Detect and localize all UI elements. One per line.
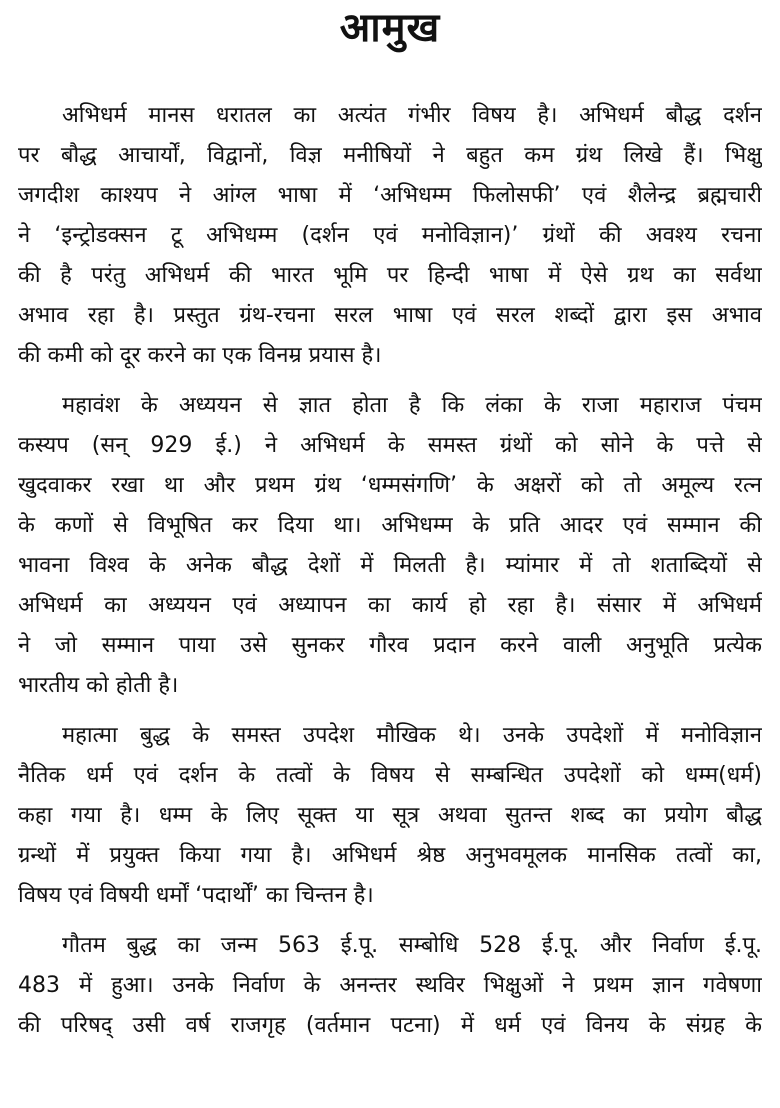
text-line: की कमी को दूर करने का एक विनम्र प्रयास है। — [18, 343, 382, 368]
text-line: अभाव रहा है। प्रस्तुत ग्रंथ-रचना सरल भाषा एवं सरल शब्दों द्वारा इस अभाव — [18, 303, 762, 328]
text-line: ने जो सम्मान पाया उसे सुनकर गौरव प्रदान करने वाली अनुभूति प्रत्येक — [18, 633, 762, 658]
text-line: पर बौद्ध आचार्यों, विद्वानों, विज्ञ मनीषियों ने बहुत कम ग्रंथ लिखे हैं। भिक्षु — [18, 143, 762, 168]
text-line: कहा गया है। धम्म के लिए सूक्त या सूत्र अथवा सुतन्त शब्द का प्रयोग बौद्ध — [18, 803, 762, 828]
text-line: जगदीश काश्यप ने आंग्ल भाषा में ‘अभिधम्म फिलोसफी’ एवं शैलेन्द्र ब्रह्मचारी — [18, 183, 762, 208]
text-line: की है परंतु अभिधर्म की भारत भूमि पर हिन्दी भाषा में ऐसे ग्रथ का सर्वथा — [18, 263, 762, 288]
text-line: ग्रन्थों में प्रयुक्त किया गया है। अभिधर्म श्रेष्ठ अनुभवमूलक मानसिक तत्वों का, — [18, 843, 762, 868]
page-title: आमुख — [339, 5, 441, 51]
body-text — [18, 96, 762, 1046]
text-line: ने ‘इन्ट्रोडक्सन टू अभिधम्म (दर्शन एवं मनोविज्ञान)’ ग्रंथों की अवश्य रचना — [18, 223, 762, 248]
text-line: खुदवाकर रखा था और प्रथम ग्रंथ ‘धम्मसंगणि’ के अक्षरों को तो अमूल्य रत्न — [18, 473, 762, 498]
text-line: महावंश के अध्ययन से ज्ञात होता है कि लंका के राजा महाराज पंचम — [62, 393, 762, 418]
paragraph — [18, 926, 762, 1046]
text-line: अभिधर्म का अध्ययन एवं अध्यापन का कार्य हो रहा है। संसार में अभिधर्म — [18, 593, 762, 618]
text-line: महात्मा बुद्ध के समस्त उपदेश मौखिक थे। उनके उपदेशों में मनोविज्ञान — [62, 723, 762, 748]
text-line: 483 में हुआ। उनके निर्वाण के अनन्तर स्थविर भिक्षुओं ने प्रथम ज्ञान गवेषणा — [18, 973, 762, 998]
text-line: के कणों से विभूषित कर दिया था। अभिधम्म के प्रति आदर एवं सम्मान की — [18, 513, 762, 538]
text-line: नैतिक धर्म एवं दर्शन के तत्वों के विषय से सम्बन्धित उपदेशों को धम्म(धर्म) — [18, 763, 762, 788]
text-line: गौतम बुद्ध का जन्म 563 ई.पू. सम्बोधि 528 ई.पू. और निर्वाण ई.पू. — [62, 933, 762, 958]
paragraph — [18, 386, 762, 706]
text-line: भावना विश्व के अनेक बौद्ध देशों में मिलती है। म्यांमार में तो शताब्दियों से — [18, 553, 762, 578]
text-line: अभिधर्म मानस धरातल का अत्यंत गंभीर विषय है। अभिधर्म बौद्ध दर्शन — [62, 103, 762, 128]
text-line: विषय एवं विषयी धर्मों ‘पदार्थों’ का चिन्तन है। — [18, 883, 374, 908]
paragraph — [18, 96, 762, 376]
paragraph — [18, 716, 762, 916]
text-line: कस्यप (सन् 929 ई.) ने अभिधर्म के समस्त ग्रंथों को सोने के पत्ते से — [18, 433, 762, 458]
text-line: की परिषद् उसी वर्ष राजगृह (वर्तमान पटना) में धर्म एवं विनय के संग्रह के — [18, 1013, 762, 1038]
text-line: भारतीय को होती है। — [18, 673, 179, 698]
